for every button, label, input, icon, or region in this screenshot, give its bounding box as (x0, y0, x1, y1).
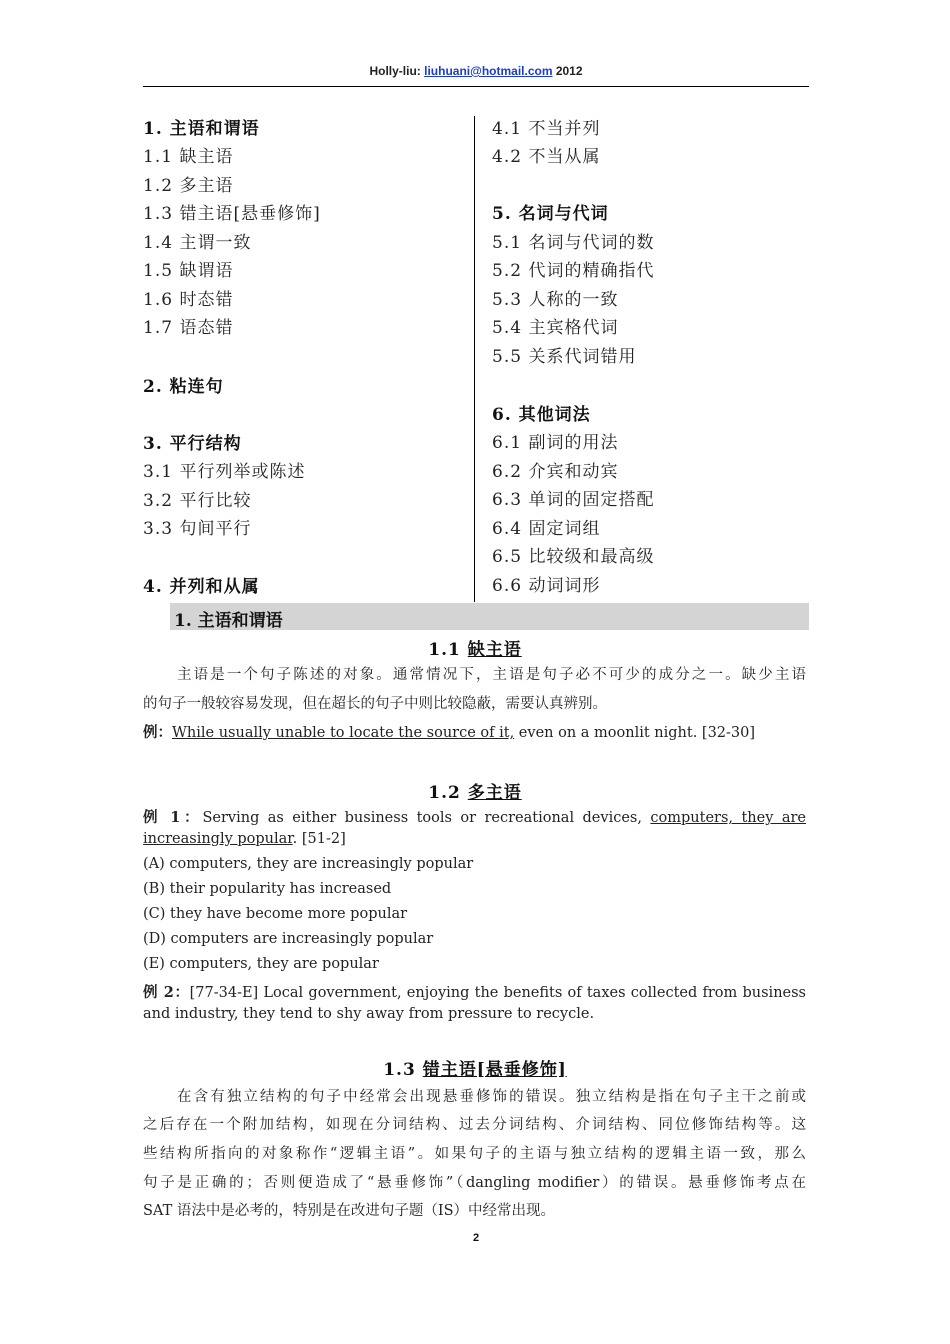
toc-item: 1.3 错主语[悬垂修饰] (143, 204, 321, 224)
toc-item: 6.2 介宾和动宾 (492, 462, 619, 482)
toc-item: 6.6 动词词形 (492, 576, 601, 596)
toc-item: 4.1 不当并列 (492, 119, 601, 139)
section-heading-bar (170, 603, 809, 630)
example-underlined-text: computers, they are (650, 810, 806, 826)
page-number: 2 (472, 1232, 480, 1244)
subsection-title: 缺主语 (467, 640, 522, 660)
toc-item: 4. 并列和从属 (143, 577, 260, 597)
answer-option: (D) computers are increasingly popular (143, 931, 434, 947)
example-1-1 (143, 721, 755, 742)
example-label: 例 1： (143, 809, 203, 826)
subsection-heading-1-2 (0, 778, 950, 803)
toc-item: 3. 平行结构 (143, 434, 242, 454)
answer-option: (B) their popularity has increased (143, 881, 392, 897)
toc-item: 1.7 语态错 (143, 318, 234, 338)
section-heading: 1. 主语和谓语 (174, 611, 283, 631)
subsection-number: 1.2 (428, 783, 468, 803)
toc-item: 1. 主语和谓语 (143, 119, 260, 139)
toc-column-divider (474, 116, 475, 602)
example-label: 例： (143, 724, 172, 741)
toc-item: 6. 其他词法 (492, 405, 591, 425)
paragraph-line: 之后存在一个附加结构，如现在分词结构、过去分词结构、介词结构、同位修饰结构等。这 (143, 1117, 806, 1133)
header-author: Holly-liu: (369, 64, 425, 78)
header-email-link[interactable]: liuhuani@hotmail.com (424, 64, 553, 78)
paragraph-line: 主语是一个句子陈述的对象。通常情况下，主语是句子必不可少的成分之一。缺少主语 (177, 667, 806, 683)
toc-item: 1.2 多主语 (143, 176, 234, 196)
example-label: 例 2： (143, 984, 190, 1001)
toc-item: 6.4 固定词组 (492, 519, 601, 539)
example-underlined-text: While usually unable to locate the source of it, (172, 725, 515, 741)
subsection-number: 1.1 (428, 640, 468, 660)
answer-option: (A) computers, they are increasingly popular (143, 856, 474, 872)
toc-item: 4.2 不当从属 (492, 147, 601, 167)
subsection-title: 错主语[悬垂修饰] (422, 1060, 567, 1080)
example-2-line2: and industry, they tend to shy away from pressure to recycle. (143, 1006, 595, 1022)
toc-item: 5.4 主宾格代词 (492, 318, 619, 338)
example-text: Serving as either business tools or recreational devices, (202, 810, 651, 826)
page-header (143, 64, 809, 78)
toc-item: 2. 粘连句 (143, 377, 224, 397)
toc-item: 3.1 平行列举或陈述 (143, 462, 306, 482)
example-text: [77-34-E] Local government, enjoying the benefits of taxes collected from business (189, 985, 806, 1001)
header-rule (143, 86, 809, 87)
toc-item: 5.3 人称的一致 (492, 290, 619, 310)
toc-item: 5. 名词与代词 (492, 204, 609, 224)
toc-item: 6.5 比较级和最高级 (492, 547, 655, 567)
header-year: 2012 (552, 64, 583, 78)
example-2-line1 (143, 981, 806, 1002)
toc-item: 1.1 缺主语 (143, 147, 234, 167)
example-1-2-line1 (143, 806, 806, 827)
toc-item: 6.1 副词的用法 (492, 433, 619, 453)
answer-option: (C) they have become more popular (143, 906, 408, 922)
subsection-heading-1-3 (0, 1055, 950, 1080)
subsection-number: 1.3 (383, 1060, 423, 1080)
example-text: . [51-2] (292, 831, 346, 847)
toc-item: 5.5 关系代词错用 (492, 347, 637, 367)
example-text: even on a moonlit night. [32-30] (514, 725, 756, 741)
subsection-heading-1-1 (0, 635, 950, 660)
paragraph-line: 句子是正确的；否则便造成了“悬垂修饰”（dangling modifier）的错误。悬垂修饰考点在 (143, 1175, 806, 1191)
toc-item: 3.2 平行比较 (143, 491, 252, 511)
toc-item: 5.1 名词与代词的数 (492, 233, 655, 253)
example-underlined-text: increasingly popular (143, 831, 293, 847)
paragraph-line: 些结构所指向的对象称作“逻辑主语”。如果句子的主语与独立结构的逻辑主语一致，那么 (143, 1146, 806, 1162)
toc-item: 5.2 代词的精确指代 (492, 261, 655, 281)
answer-option: (E) computers, they are popular (143, 956, 379, 972)
toc-item: 6.3 单词的固定搭配 (492, 490, 655, 510)
toc-item: 1.5 缺谓语 (143, 261, 234, 281)
toc-item: 3.3 句间平行 (143, 519, 252, 539)
subsection-title: 多主语 (467, 783, 522, 803)
paragraph-line: 的句子一般较容易发现，但在超长的句子中则比较隐蔽，需要认真辨别。 (143, 696, 607, 712)
paragraph-line: 在含有独立结构的句子中经常会出现悬垂修饰的错误。独立结构是指在句子主干之前或 (177, 1089, 806, 1105)
toc-item: 1.6 时态错 (143, 290, 234, 310)
example-1-2-line2 (143, 831, 346, 847)
toc-item: 1.4 主谓一致 (143, 233, 252, 253)
paragraph-line: SAT 语法中是必考的，特别是在改进句子题（IS）中经常出现。 (143, 1203, 556, 1219)
